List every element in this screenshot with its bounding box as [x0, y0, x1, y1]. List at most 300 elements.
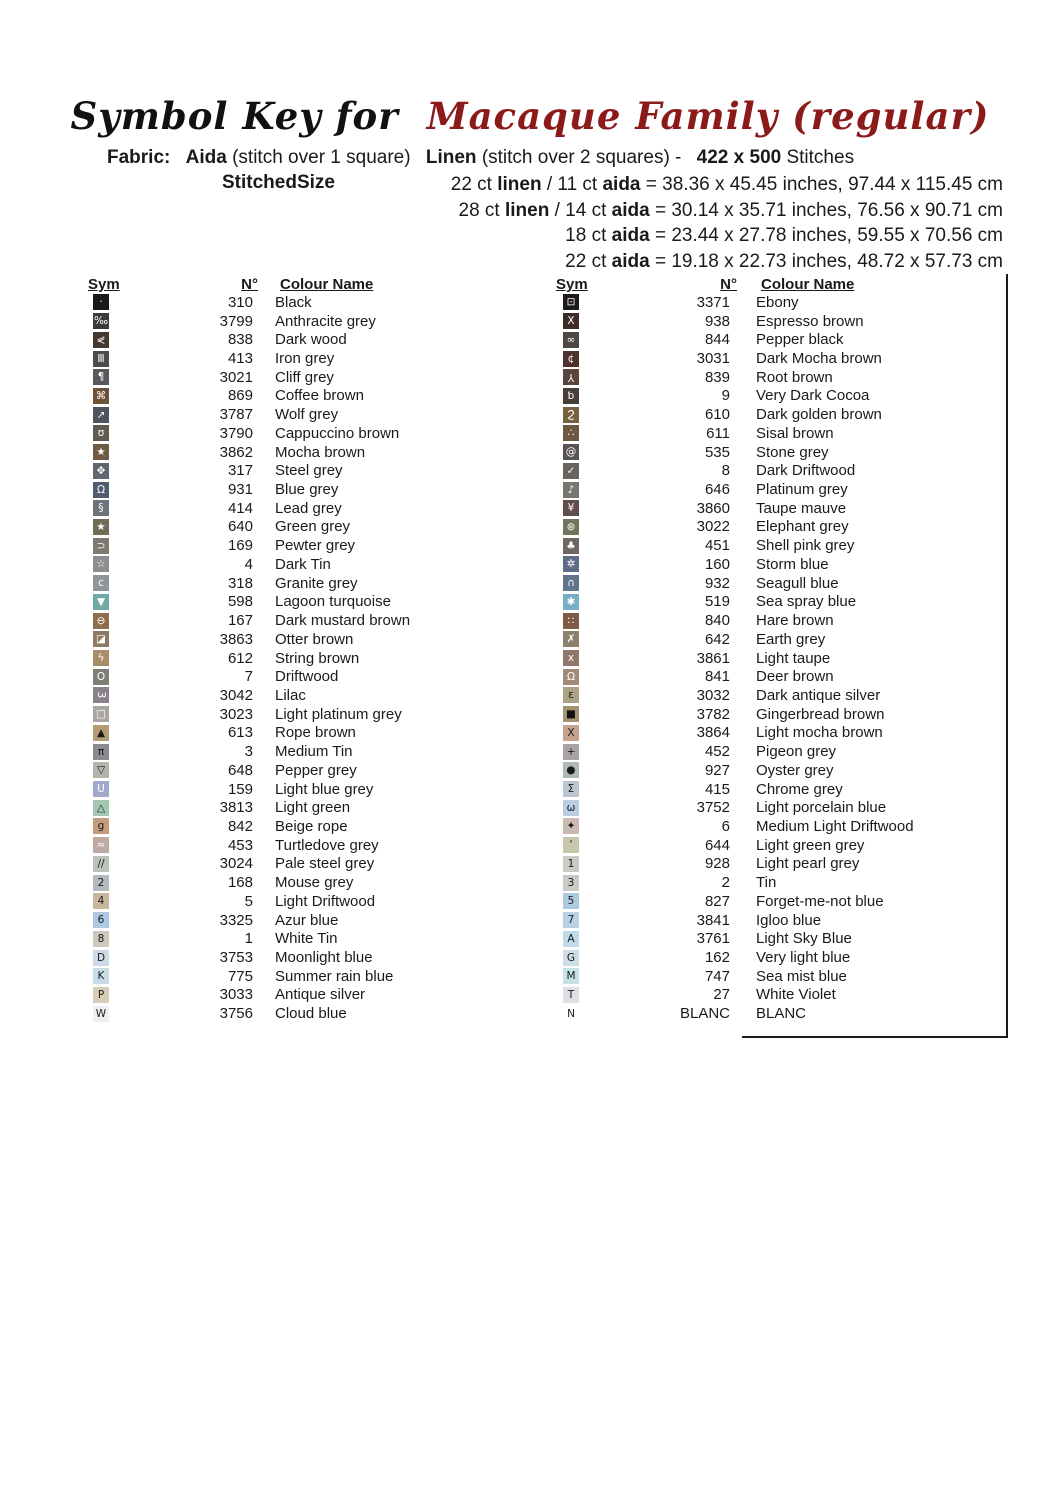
- thread-number: 938: [704, 312, 730, 330]
- thread-number: 318: [227, 574, 253, 592]
- symbol-table-column-right: [556, 274, 1016, 1023]
- colour-name: White Violet: [756, 986, 836, 1004]
- table-row: [88, 892, 518, 911]
- stitch-symbol-icon: 4: [93, 893, 109, 909]
- colour-name: Beige rope: [275, 817, 348, 835]
- colour-name: Forget-me-not blue: [756, 892, 884, 910]
- thread-number: 3841: [696, 911, 730, 929]
- thread-number: 927: [704, 761, 730, 779]
- colour-name: Sea mist blue: [756, 967, 847, 985]
- fabric-linen-note: (stitch over 2 squares) -: [481, 147, 682, 168]
- thread-number: 598: [227, 593, 253, 611]
- thread-number: 4: [244, 555, 253, 573]
- thread-number: 931: [227, 481, 253, 499]
- table-row: [556, 574, 1016, 593]
- stitch-symbol-icon: ∴: [563, 425, 579, 441]
- table-row: [88, 948, 518, 967]
- header-colour-name: Colour Name: [280, 276, 374, 293]
- stitch-symbol-icon: ϟ: [93, 650, 109, 666]
- colour-name: Cloud blue: [275, 1005, 347, 1023]
- colour-name: Espresso brown: [756, 312, 864, 330]
- table-row: [88, 986, 518, 1005]
- stitch-symbol-icon: g: [93, 818, 109, 834]
- stitch-symbol-icon: D: [93, 950, 109, 966]
- title-script-part: Symbol Key for: [70, 94, 399, 138]
- thread-number: 8: [721, 462, 730, 480]
- table-row: [556, 611, 1016, 630]
- thread-number: 3813: [219, 799, 253, 817]
- table-row: [88, 574, 518, 593]
- colour-name: Green grey: [275, 518, 351, 536]
- thread-number: 3031: [696, 350, 730, 368]
- size-line-1: 22 ct linen / 11 ct aida = 38.36 x 45.45 inches, 97.44 x 115.45 cm: [450, 174, 1003, 195]
- stitch-symbol-icon: π: [93, 744, 109, 760]
- colour-name: Very light blue: [756, 949, 851, 967]
- page-title: [0, 94, 1060, 138]
- stitch-symbol-icon: ✗: [563, 631, 579, 647]
- stitch-symbol-icon: ▽: [93, 762, 109, 778]
- thread-number: 869: [227, 387, 253, 405]
- colour-name: Dark wood: [275, 331, 347, 349]
- table-row: [88, 499, 518, 518]
- stitch-symbol-icon: 3: [93, 687, 109, 703]
- colour-name: Taupe mauve: [756, 499, 847, 517]
- fabric-stitch-count: 422 x 500: [696, 147, 782, 168]
- table-row: [556, 312, 1016, 331]
- thread-number: 310: [227, 293, 253, 311]
- colour-name: Dark antique silver: [756, 686, 881, 704]
- stitch-symbol-icon: ≈: [93, 837, 109, 853]
- thread-number: 646: [704, 481, 730, 499]
- thread-number: 648: [227, 761, 253, 779]
- thread-number: 535: [704, 443, 730, 461]
- colour-name: Granite grey: [275, 574, 358, 592]
- stitch-symbol-icon: ∷: [563, 613, 579, 629]
- stitch-symbol-icon: ε: [563, 687, 579, 703]
- thread-number: 610: [704, 406, 730, 424]
- colour-name: Light porcelain blue: [756, 799, 887, 817]
- table-bottom-border: [742, 1036, 1008, 1038]
- stitch-symbol-icon: Σ: [563, 781, 579, 797]
- table-row: [88, 387, 518, 406]
- table-row: [88, 555, 518, 574]
- table-row: [88, 967, 518, 986]
- thread-number: 7: [244, 668, 253, 686]
- table-row: [556, 855, 1016, 874]
- table-row: [88, 593, 518, 612]
- table-row: [556, 892, 1016, 911]
- fabric-label: Fabric:: [107, 147, 171, 168]
- thread-number: 3371: [696, 293, 730, 311]
- stitch-symbol-icon: ◪: [93, 631, 109, 647]
- fabric-aida-note: (stitch over 1 square): [232, 147, 411, 168]
- colour-name: Platinum grey: [756, 481, 848, 499]
- colour-name: Driftwood: [275, 668, 339, 686]
- table-row: [556, 686, 1016, 705]
- colour-name: Anthracite grey: [275, 312, 376, 330]
- colour-name: Igloo blue: [756, 911, 822, 929]
- table-row: [88, 424, 518, 443]
- stitch-symbol-icon: ■: [563, 706, 579, 722]
- table-row: [556, 593, 1016, 612]
- colour-name: Dark Mocha brown: [756, 350, 882, 368]
- stitch-symbol-icon: ★: [93, 519, 109, 535]
- thread-number: 844: [704, 331, 730, 349]
- stitch-symbol-icon: ω: [563, 800, 579, 816]
- size-line-2: 28 ct linen / 14 ct aida = 30.14 x 35.71 inches, 76.56 x 90.71 cm: [458, 199, 1003, 221]
- thread-number: 2: [721, 874, 730, 892]
- colour-name: Pepper grey: [275, 761, 357, 779]
- table-row: [556, 424, 1016, 443]
- stitch-symbol-icon: ‘: [563, 837, 579, 853]
- colour-name: Light pearl grey: [756, 855, 860, 873]
- thread-number: 3023: [219, 705, 253, 723]
- thread-number: 3863: [219, 630, 253, 648]
- stitch-symbol-icon: §: [93, 500, 109, 516]
- table-row: [88, 405, 518, 424]
- stitch-symbol-icon: 8: [93, 931, 109, 947]
- thread-number: 3799: [219, 312, 253, 330]
- table-row: [88, 780, 518, 799]
- colour-name: Pale steel grey: [275, 855, 375, 873]
- thread-number: 1: [244, 930, 253, 948]
- colour-name: Hare brown: [756, 612, 834, 630]
- colour-name: Rope brown: [275, 724, 356, 742]
- table-row: [556, 911, 1016, 930]
- table-row: [88, 686, 518, 705]
- colour-name: Mouse grey: [275, 874, 354, 892]
- colour-name: Mocha brown: [275, 443, 366, 461]
- thread-number: 3864: [696, 724, 730, 742]
- stitch-symbol-icon: P: [93, 987, 109, 1003]
- table-row: [556, 387, 1016, 406]
- stitch-symbol-icon: ☆: [93, 556, 109, 572]
- colour-name: Light blue grey: [275, 780, 374, 798]
- table-row: [556, 480, 1016, 499]
- header-number: N°: [241, 276, 258, 293]
- table-row: [556, 518, 1016, 537]
- colour-name: Light taupe: [756, 649, 831, 667]
- stitch-symbol-icon: Ⅲ: [93, 351, 109, 367]
- thread-number: 642: [704, 630, 730, 648]
- table-header-row: [88, 274, 518, 293]
- colour-name: Sisal brown: [756, 424, 834, 442]
- table-row: [88, 443, 518, 462]
- colour-name: Ebony: [756, 293, 799, 311]
- table-row: [88, 667, 518, 686]
- thread-number: 167: [227, 612, 253, 630]
- table-row: [556, 405, 1016, 424]
- colour-name: Chrome grey: [756, 780, 843, 798]
- table-row: [556, 742, 1016, 761]
- stitch-symbol-icon: @: [563, 444, 579, 460]
- colour-name: Lead grey: [275, 499, 342, 517]
- stitched-size-lines: [451, 172, 1003, 274]
- table-row: [88, 536, 518, 555]
- stitch-symbol-icon: Y: [563, 369, 579, 385]
- colour-name: Antique silver: [275, 986, 366, 1004]
- colour-name: Black: [275, 293, 312, 311]
- thread-number: 451: [704, 537, 730, 555]
- stitch-symbol-icon: ⊖: [93, 613, 109, 629]
- colour-name: Pigeon grey: [756, 743, 837, 761]
- colour-name: BLANC: [756, 1005, 807, 1023]
- stitch-symbol-icon: ✱: [563, 594, 579, 610]
- stitch-symbol-icon: ●: [563, 762, 579, 778]
- table-row: [88, 649, 518, 668]
- stitch-symbol-icon: ✓: [563, 463, 579, 479]
- stitch-symbol-icon: U: [93, 781, 109, 797]
- stitch-symbol-icon: ♪: [563, 482, 579, 498]
- colour-name: Elephant grey: [756, 518, 849, 536]
- header-sym: Sym: [88, 276, 120, 293]
- title-pattern-name: Macaque Family (regular): [426, 94, 990, 138]
- stitch-symbol-icon: +: [563, 744, 579, 760]
- stitch-symbol-icon: □: [93, 706, 109, 722]
- stitch-symbol-icon: //: [93, 856, 109, 872]
- colour-name: Dark Tin: [275, 555, 331, 573]
- stitch-symbol-icon: X: [563, 313, 579, 329]
- colour-name: Earth grey: [756, 630, 826, 648]
- thread-number: 3032: [696, 686, 730, 704]
- table-row: [88, 461, 518, 480]
- stitch-symbol-icon: O: [93, 669, 109, 685]
- thread-number: 827: [704, 892, 730, 910]
- size-line-3: 18 ct aida = 23.44 x 27.78 inches, 59.55 x 70.56 cm: [565, 225, 1003, 247]
- colour-name: Medium Tin: [275, 743, 353, 761]
- table-row: [556, 780, 1016, 799]
- thread-number: 27: [713, 986, 730, 1004]
- thread-number: 3790: [219, 424, 253, 442]
- table-row: [88, 368, 518, 387]
- thread-number: 3: [244, 743, 253, 761]
- table-row: [556, 1004, 1016, 1023]
- table-row: [556, 873, 1016, 892]
- table-row: [88, 293, 518, 312]
- thread-number: 613: [227, 724, 253, 742]
- table-row: [556, 630, 1016, 649]
- colour-name: Lagoon turquoise: [275, 593, 391, 611]
- colour-name: Iron grey: [275, 350, 335, 368]
- table-row: [88, 349, 518, 368]
- colour-name: Light Driftwood: [275, 892, 376, 910]
- table-row: [556, 817, 1016, 836]
- table-row: [556, 948, 1016, 967]
- stitch-symbol-icon: 6: [93, 912, 109, 928]
- colour-name: White Tin: [275, 930, 338, 948]
- table-right-border: [1006, 274, 1008, 1038]
- stitch-symbol-icon: ▼: [93, 594, 109, 610]
- stitch-symbol-icon: ∩: [563, 575, 579, 591]
- table-row: [556, 967, 1016, 986]
- table-row: [88, 742, 518, 761]
- thread-number: 3033: [219, 986, 253, 1004]
- colour-name: Light green: [275, 799, 351, 817]
- stitch-symbol-icon: ƅ: [563, 388, 579, 404]
- stitch-symbol-icon: 5: [563, 893, 579, 909]
- header-number: N°: [720, 276, 737, 293]
- thread-number: 644: [704, 836, 730, 854]
- thread-number: 159: [227, 780, 253, 798]
- thread-number: BLANC: [679, 1005, 730, 1023]
- table-row: [556, 293, 1016, 312]
- thread-number: 747: [704, 967, 730, 985]
- fabric-line: [107, 147, 854, 169]
- stitch-symbol-icon: 7: [563, 912, 579, 928]
- colour-name: Summer rain blue: [275, 967, 394, 985]
- thread-number: 612: [227, 649, 253, 667]
- stitch-symbol-icon: ✥: [93, 463, 109, 479]
- colour-name: Shell pink grey: [756, 537, 855, 555]
- thread-number: 839: [704, 368, 730, 386]
- colour-name: Moonlight blue: [275, 949, 373, 967]
- table-header-row: [556, 274, 1016, 293]
- thread-number: 5: [244, 892, 253, 910]
- stitch-symbol-icon: ¢: [563, 351, 579, 367]
- stitch-symbol-icon: T: [563, 987, 579, 1003]
- thread-number: 3761: [696, 930, 730, 948]
- colour-name: String brown: [275, 649, 360, 667]
- table-row: [88, 724, 518, 743]
- table-row: [556, 330, 1016, 349]
- table-row: [556, 461, 1016, 480]
- table-row: [556, 536, 1016, 555]
- stitch-symbol-icon: ⊡: [563, 294, 579, 310]
- colour-name: Deer brown: [756, 668, 834, 686]
- stitched-size-label: StitchedSize: [222, 172, 335, 193]
- thread-number: 840: [704, 612, 730, 630]
- table-row: [556, 986, 1016, 1005]
- thread-number: 3022: [696, 518, 730, 536]
- stitch-symbol-icon: W: [93, 1006, 109, 1022]
- stitch-symbol-icon: 2: [93, 875, 109, 891]
- thread-number: 838: [227, 331, 253, 349]
- stitch-symbol-icon: c: [93, 575, 109, 591]
- stitch-symbol-icon: G: [563, 950, 579, 966]
- table-row: [556, 761, 1016, 780]
- stitch-symbol-icon: ✦: [563, 818, 579, 834]
- thread-number: 3752: [696, 799, 730, 817]
- thread-number: 928: [704, 855, 730, 873]
- colour-name: Very Dark Cocoa: [756, 387, 870, 405]
- stitch-symbol-icon: ⊛: [563, 519, 579, 535]
- stitch-symbol-icon: N: [567, 1007, 575, 1020]
- table-row: [88, 855, 518, 874]
- stitch-symbol-icon: Ω: [93, 482, 109, 498]
- colour-name: Seagull blue: [756, 574, 839, 592]
- colour-name: Turtledove grey: [275, 836, 379, 854]
- thread-number: 3024: [219, 855, 253, 873]
- colour-name: Dark mustard brown: [275, 612, 411, 630]
- table-row: [88, 873, 518, 892]
- table-row: [88, 705, 518, 724]
- stitch-symbol-icon: ✲: [563, 556, 579, 572]
- stitch-symbol-icon: ∞: [563, 332, 579, 348]
- thread-number: 453: [227, 836, 253, 854]
- table-row: [88, 630, 518, 649]
- table-row: [556, 724, 1016, 743]
- stitch-symbol-icon: 1: [563, 856, 579, 872]
- stitch-symbol-icon: ·: [93, 294, 109, 310]
- stitch-symbol-icon: Ϩ: [563, 407, 579, 423]
- colour-name: Blue grey: [275, 481, 339, 499]
- colour-name: Lilac: [275, 686, 306, 704]
- thread-number: 3753: [219, 949, 253, 967]
- stitch-symbol-icon: 3: [563, 875, 579, 891]
- stitch-symbol-icon: x: [563, 650, 579, 666]
- table-row: [556, 798, 1016, 817]
- table-row: [556, 649, 1016, 668]
- thread-number: 317: [227, 462, 253, 480]
- thread-number: 415: [704, 780, 730, 798]
- table-row: [88, 836, 518, 855]
- stitch-symbol-icon: ⋞: [93, 332, 109, 348]
- table-row: [556, 349, 1016, 368]
- table-row: [556, 443, 1016, 462]
- table-row: [88, 330, 518, 349]
- colour-name: Dark golden brown: [756, 406, 882, 424]
- colour-name: Coffee brown: [275, 387, 364, 405]
- thread-number: 3782: [696, 705, 730, 723]
- table-row: [556, 836, 1016, 855]
- colour-name: Light green grey: [756, 836, 865, 854]
- thread-number: 3325: [219, 911, 253, 929]
- colour-name: Cappuccino brown: [275, 424, 400, 442]
- thread-number: 9: [721, 387, 730, 405]
- stitch-symbol-icon: ▲: [93, 725, 109, 741]
- thread-number: 3042: [219, 686, 253, 704]
- thread-number: 519: [704, 593, 730, 611]
- thread-number: 6: [721, 817, 730, 835]
- table-row: [88, 911, 518, 930]
- colour-name: Tin: [756, 874, 777, 892]
- table-row: [88, 929, 518, 948]
- colour-name: Azur blue: [275, 911, 339, 929]
- thread-number: 168: [227, 874, 253, 892]
- stitch-symbol-icon: A: [563, 931, 579, 947]
- table-row: [556, 499, 1016, 518]
- stitch-symbol-icon: ‰: [93, 315, 109, 328]
- table-row: [88, 1004, 518, 1023]
- colour-name: Cliff grey: [275, 368, 334, 386]
- header-colour-name: Colour Name: [761, 276, 855, 293]
- colour-name: Stone grey: [756, 443, 829, 461]
- stitch-symbol-icon: ↗: [93, 407, 109, 423]
- colour-name: Oyster grey: [756, 761, 834, 779]
- thread-number: 775: [227, 967, 253, 985]
- colour-name: Steel grey: [275, 462, 343, 480]
- thread-number: 3861: [696, 649, 730, 667]
- thread-number: 640: [227, 518, 253, 536]
- symbol-table-column-left: [88, 274, 518, 1023]
- thread-number: 413: [227, 350, 253, 368]
- colour-name: Dark Driftwood: [756, 462, 856, 480]
- colour-name: Pewter grey: [275, 537, 356, 555]
- thread-number: 160: [704, 555, 730, 573]
- table-row: [88, 480, 518, 499]
- thread-number: 452: [704, 743, 730, 761]
- colour-name: Sea spray blue: [756, 593, 857, 611]
- table-row: [556, 667, 1016, 686]
- colour-name: Root brown: [756, 368, 833, 386]
- thread-number: 932: [704, 574, 730, 592]
- table-row: [88, 518, 518, 537]
- colour-name: Gingerbread brown: [756, 705, 885, 723]
- stitch-symbol-icon: Ω: [563, 669, 579, 685]
- fabric-aida: Aida: [185, 147, 227, 168]
- colour-name: Medium Light Driftwood: [756, 817, 914, 835]
- thread-number: 414: [227, 499, 253, 517]
